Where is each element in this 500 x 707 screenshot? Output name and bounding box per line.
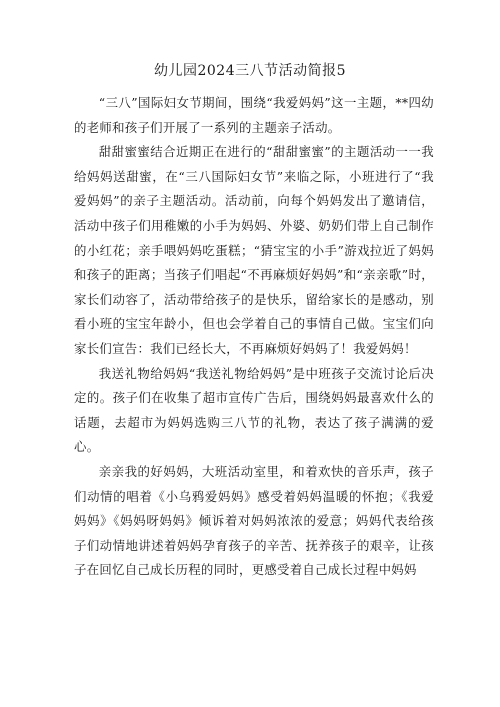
paragraph-big-class: 亲亲我的好妈妈，大班活动室里，和着欢快的音乐声，孩子们动情的唱着《小乌鸦爱妈妈》感受着妈妈温暖的怀抱；《我爱妈妈》《妈妈呀妈妈》倾诉着对妈妈浓浓的爱意；妈妈代表给孩子们动情地讲述着妈妈孕育孩子的辛苦、抚养孩子的艰辛，让孩子在回忆自己成长历程的同时，更感受着自己成长过程中妈妈 <box>74 463 434 578</box>
paragraph-intro: “三八”国际妇女节期间，围绕“我爱妈妈”这一主题，**四幼的老师和孩子们开展了一系列的主题亲子活动。 <box>74 95 434 135</box>
document-title: 幼儿园2024三八节活动简报5 <box>153 63 347 79</box>
document-body <box>74 91 434 583</box>
paragraph-small-class: 甜甜蜜蜜结合近期正在进行的“甜甜蜜蜜”的主题活动一一我给妈妈送甜蜜，在“三八国际妇女节”来临之际，小班进行了“我爱妈妈”的亲子主题活动。活动前，向每个妈妈发出了邀请信，活动中孩子们用稚嫩的小手为妈妈、外婆、奶奶们带上自己制作的小红花；亲手喂妈妈吃蛋糕；“猜宝宝的小手”游戏拉近了妈妈和孩子的距离；当孩子们唱起“不再麻烦好妈妈”和“亲亲歌”时，家长们动容了，活动带给孩子的是快乐，留给家长的是感动，别看小班的宝宝年龄小，但也会学着自己的事情自己做。宝宝们向家长们宣告：我们已经长大，不再麻烦好妈妈了！我爱妈妈！ <box>74 144 434 356</box>
paragraph-middle-class: 我送礼物给妈妈“我送礼物给妈妈”是中班孩子交流讨论后决定的。孩子们在收集了超市宣传广告后，围绕妈妈最喜欢什么的话题，去超市为妈妈选购三八节的礼物，表达了孩子满满的爱心。 <box>74 365 434 455</box>
